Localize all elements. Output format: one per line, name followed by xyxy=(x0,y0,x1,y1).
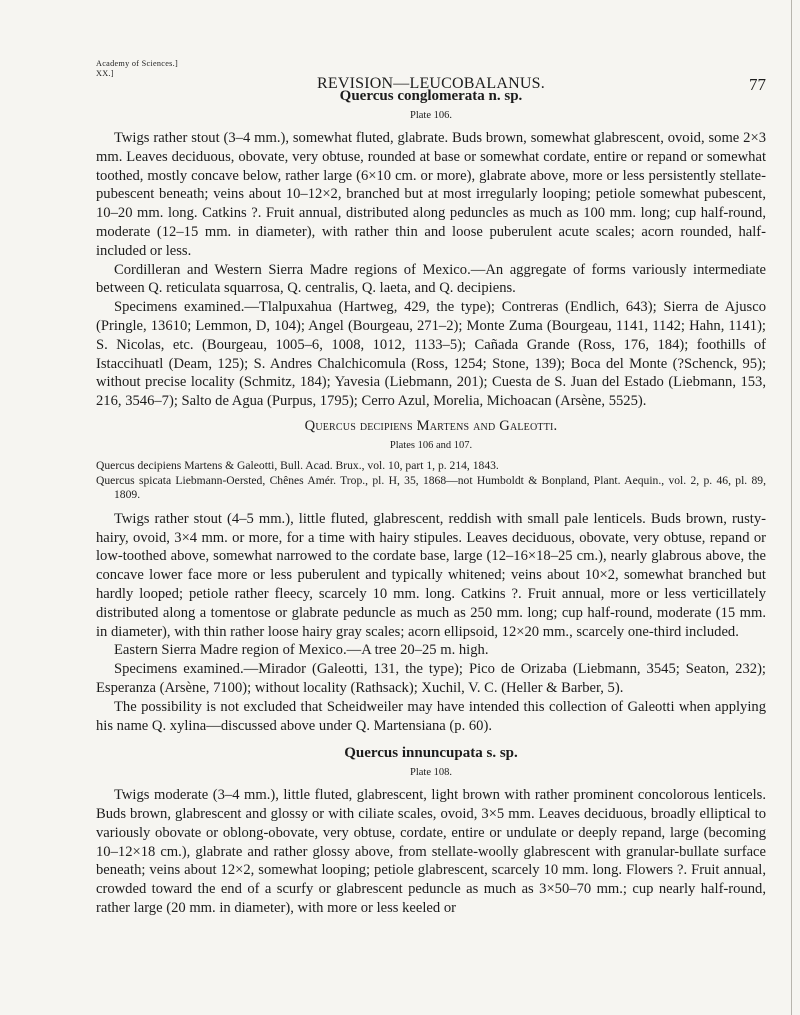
specimens-examined: Specimens examined.—Mirador (Galeotti, 131, the type); Pico de Orizaba (Liebmann, 3545; Seaton, 232); Esperanza (Arsène, 7100); without locality (Rathsack); Xuchil, V. C. (Heller & Barber, 5). xyxy=(96,661,766,696)
synonym-entry: Quercus spicata Liebmann-Oersted, Chênes Amér. Trop., pl. H, 35, 1868—not Humboldt & Bonpland, Plant. Aequin., vol. 2, p. 46, pl. 89, 1809. xyxy=(96,473,766,502)
species-range: Eastern Sierra Madre region of Mexico.—A tree 20–25 m. high. xyxy=(114,642,489,659)
species-description: Twigs moderate (3–4 mm.), little fluted, glabrescent, light brown with rather prominent concolorous lenticels. Buds brown, glabrescent and glossy or with ciliate scales, ovoid, 3×5 mm. Leaves deciduous, broadly elliptical to variously obovate or oblong-obovate, very obtuse, cordate, entire or undulate or deeply repand, large (becoming 10–12×18 cm.), glabrate and rather glossy above, from stellate-woolly glabrescent with granular-bullate surface beneath; veins about 12×2, somewhat looping; petiole glabrescent, scarcely 10 mm. long. Flowers ?. Fruit annual, crowded toward the end of a scurfy or glabrescent peduncle as much as 3×50–70 mm.; cup nearly half-round, rather large (20 mm. in diameter), with more or less keeled or xyxy=(96,787,766,917)
species-heading-decipiens: Quercus decipiens Martens and Galeotti. xyxy=(304,417,558,434)
page-number: 77 xyxy=(749,75,766,94)
synonym-entry: Quercus decipiens Martens & Galeotti, Bull. Acad. Brux., vol. 10, part 1, p. 214, 1843. xyxy=(96,458,499,472)
plate-reference: Plate 106. xyxy=(410,110,452,121)
plate-reference: Plates 106 and 107. xyxy=(389,439,473,451)
species-heading-conglomerata: Quercus conglomerata n. sp. xyxy=(339,88,523,104)
species-description: Twigs rather stout (3–4 mm.), somewhat fluted, glabrate. Buds brown, somewhat glabrescent, ovoid, some 2×3 mm. Leaves deciduous, obovate, very obtuse, rounded at base or somewhat cordate, entire or repand or somewhat toothed, mostly concave below, rather large (6×10 cm. or more), glabrate above, more or less persistently stellate-pubescent beneath; veins about 10–12×2, branched but at most irregularly looping; petiole somewhat pubescent, 10–20 mm. long. Catkins ?. Fruit annual, distributed along peduncles as much as 100 mm. long; cup half-round, moderate (12–15 mm. in diameter), with rather thin and loose puberulent acute scales; acorn rounded, half-included or less. xyxy=(96,130,766,259)
plate-reference: Plate 108. xyxy=(410,767,452,779)
running-title: REVISION—LEUCOBALANUS. xyxy=(317,75,545,92)
species-description: Twigs rather stout (4–5 mm.), little fluted, glabrescent, reddish with small pale lenticels. Buds brown, rusty-hairy, ovoid, 3×4 mm. or more, for a time with hairy stipules. Leaves deciduous, obovate, very obtuse, repand or low-toothed above, somewhat narrowed to the cordate base, large (12–16×18–25 cm.), nearly glabrous above, the concave lower face more or less puberulent and typically whitened; veins about 10×2, somewhat branched but hardly looped; petiole rather fleecy, scarcely 10 mm. long. Catkins ?. Fruit annual, more or less verticillately distributed along a tomentose or glabrate peduncle as much as 250 mm. long; cup half-round, moderate (15 mm. in diameter), with thin rather loose hairy gray scales; acorn ellipsoid, 12×20 mm., scarcely one-third included. xyxy=(96,510,766,640)
specimens-examined: Specimens examined.—Tlalpuxahua (Hartweg, 429, the type); Contreras (Endlich, 643); Sierra de Ajusco (Pringle, 13610; Lemmon, D, 104); Angel (Bourgeau, 271–2); Monte Zuma (Bourgeau, 1141, 1142; Hahn, 1141); S. Nicolas, etc. (Bourgeau, 1005–6, 1008, 1012, 1133–5); Cañada Grande (Ross, 176, 184); foothills of Istaccihuatl (Deam, 125); S. Andres Chalchicomula (Ross, 1254; Stone, 139); Boca del Monte (?Schenck, 95); without precise locality (Schmitz, 184); Yavesia (Liebmann, 201); Cuesta de S. Juan del Estado (Liebmann, 153, 216, 3546–7); Salto de Agua (Purpus, 1795); Cerro Azul, Morelia, Michoacan (Arsène, 5525). xyxy=(96,299,766,410)
book-page xyxy=(96,0,766,1015)
journal-reference-line1: Academy of Sciences.] xyxy=(96,59,179,68)
taxonomic-note: The possibility is not excluded that Scheidweiler may have intended this collection of Galeotti when applying his name Q. xylina—discussed above under Q. Martensiana (p. 60). xyxy=(96,698,766,734)
page-body xyxy=(96,87,766,918)
journal-reference-line2: XX.] xyxy=(96,68,114,78)
species-range: Cordilleran and Western Sierra Madre regions of Mexico.—An aggregate of forms variously intermediate between Q. reticulata squarrosa, Q. centralis, Q. laeta, and Q. decipiens. xyxy=(96,261,766,297)
synonymy-block xyxy=(96,459,766,503)
species-heading-innuncupata: Quercus innuncupata s. sp. xyxy=(344,745,518,762)
page-edge-line xyxy=(791,0,792,1015)
